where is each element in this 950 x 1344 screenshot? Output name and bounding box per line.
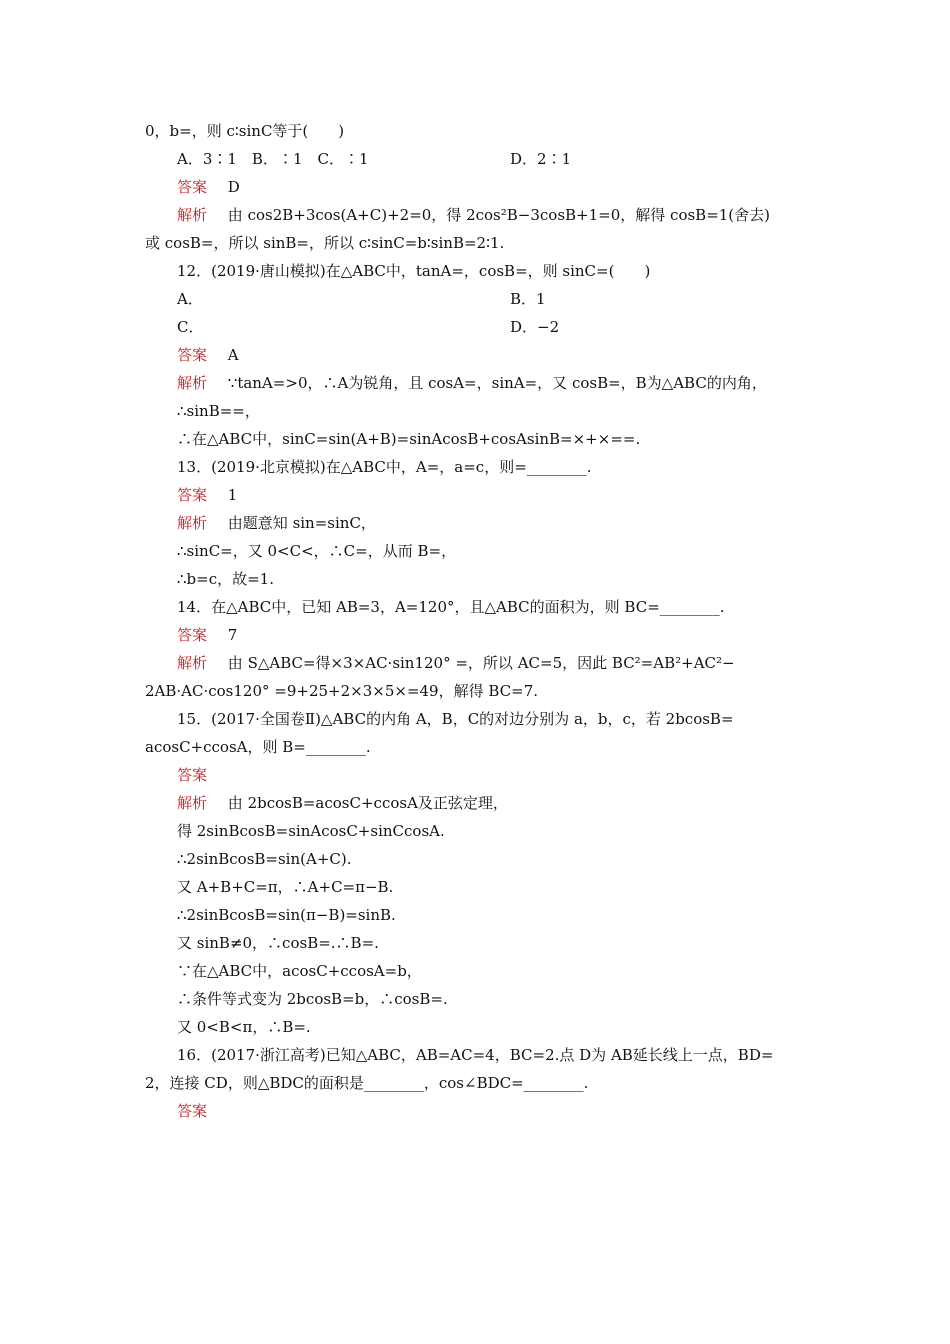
analysis-label: 解析 <box>177 794 208 812</box>
answer-value: D <box>227 178 240 196</box>
answer-label: 答案 <box>177 766 208 784</box>
text-line: ∵在△ABC中，acosC+ccosA=b， <box>177 962 422 980</box>
analysis-text: 由 cos2B+3cos(A+C)+2=0，得 2cos²B−3cosB+1=0，解得 cosB=1(舍去) <box>227 206 771 224</box>
answer-value: 7 <box>227 626 238 644</box>
answer-label: 答案 <box>177 1102 208 1120</box>
analysis-text: ∵tanA=>0，∴A为锐角，且 cosA=，sinA=，又 cosB=，B为△ABC的内角， <box>227 374 767 392</box>
text-line: ∴2sinBcosB=sin(A+C). <box>177 850 352 868</box>
options-line <box>177 289 877 309</box>
question-13: 13．(2019·北京模拟)在△ABC中，A=，a=c，则=________. <box>177 458 592 476</box>
analysis-text: 由 S△ABC=得×3×AC·sin120° =，所以 AC=5，因此 BC²=AB²+AC²− <box>227 654 735 672</box>
analysis-label: 解析 <box>177 206 208 224</box>
text-line: 0，b=，则 c∶sinC等于( ) <box>145 122 345 140</box>
text-line: acosC+ccosA，则 B=________. <box>145 738 371 756</box>
question-16: 16．(2017·浙江高考)已知△ABC，AB=AC=4，BC=2.点 D为 AB延长线上一点，BD= <box>177 1046 774 1064</box>
text-line: ∴b=c，故=1. <box>177 570 274 588</box>
answer-line <box>177 485 237 505</box>
option-d: D．−2 <box>510 318 560 336</box>
text-line: 2AB·AC·cos120° =9+25+2×3×5×=49，解得 BC=7. <box>145 682 539 700</box>
analysis-line <box>177 373 767 393</box>
answer-value: A <box>227 346 239 364</box>
option-b: B．1 <box>510 290 546 308</box>
analysis-line <box>177 793 508 813</box>
question-14: 14．在△ABC中，已知 AB=3，A=120°，且△ABC的面积为，则 BC=________. <box>177 598 725 616</box>
answer-line <box>177 625 237 645</box>
answer-label: 答案 <box>177 178 208 196</box>
analysis-label: 解析 <box>177 514 208 532</box>
answer-label: 答案 <box>177 486 208 504</box>
text-line: 得 2sinBcosB=sinAcosC+sinCcosA. <box>177 822 445 840</box>
analysis-text: 由题意知 sin=sinC， <box>227 514 376 532</box>
option-d: D．2∶1 <box>510 150 572 168</box>
options-line <box>177 317 877 337</box>
option-a: A． <box>177 290 203 308</box>
answer-label: 答案 <box>177 346 208 364</box>
text-line: 又 A+B+C=π，∴A+C=π−B. <box>177 878 394 896</box>
analysis-line <box>177 513 376 533</box>
text-line: 或 cosB=，所以 sinB=，所以 c∶sinC=b∶sinB=2∶1. <box>145 234 505 252</box>
text-line: ∴sinB==， <box>177 402 260 420</box>
question-12: 12．(2019·唐山模拟)在△ABC中，tanA=，cosB=，则 sinC=( ) <box>177 262 651 280</box>
text-line: 又 sinB≠0，∴cosB=.∴B=. <box>177 934 379 952</box>
text-line: 2，连接 CD，则△BDC的面积是________，cos∠BDC=________. <box>145 1074 589 1092</box>
option-a-b-c: A．3∶1 B．∶1 C．∶1 <box>177 150 369 168</box>
analysis-text: 由 2bcosB=acosC+ccosA及正弦定理， <box>227 794 508 812</box>
answer-label: 答案 <box>177 626 208 644</box>
text-line: ∴条件等式变为 2bcosB=b，∴cosB=. <box>177 990 448 1008</box>
answer-value: 1 <box>227 486 238 504</box>
analysis-label: 解析 <box>177 654 208 672</box>
option-c: C． <box>177 318 204 336</box>
answer-line <box>177 345 239 365</box>
answer-line <box>177 765 207 785</box>
question-15: 15．(2017·全国卷Ⅱ)△ABC的内角 A，B，C的对边分别为 a，b，c，若 2bcosB= <box>177 710 734 728</box>
analysis-label: 解析 <box>177 374 208 392</box>
text-line: ∴2sinBcosB=sin(π−B)=sinB. <box>177 906 396 924</box>
options-line <box>177 149 877 169</box>
answer-line <box>177 177 240 197</box>
analysis-line <box>177 653 735 673</box>
text-line: ∴sinC=，又 0<C<，∴C=，从而 B=， <box>177 542 457 560</box>
analysis-line <box>177 205 770 225</box>
answer-line <box>177 1101 207 1121</box>
text-line: 又 0<B<π，∴B=. <box>177 1018 311 1036</box>
text-line: ∴在△ABC中，sinC=sin(A+B)=sinAcosB+cosAsinB=×+×==. <box>177 430 641 448</box>
